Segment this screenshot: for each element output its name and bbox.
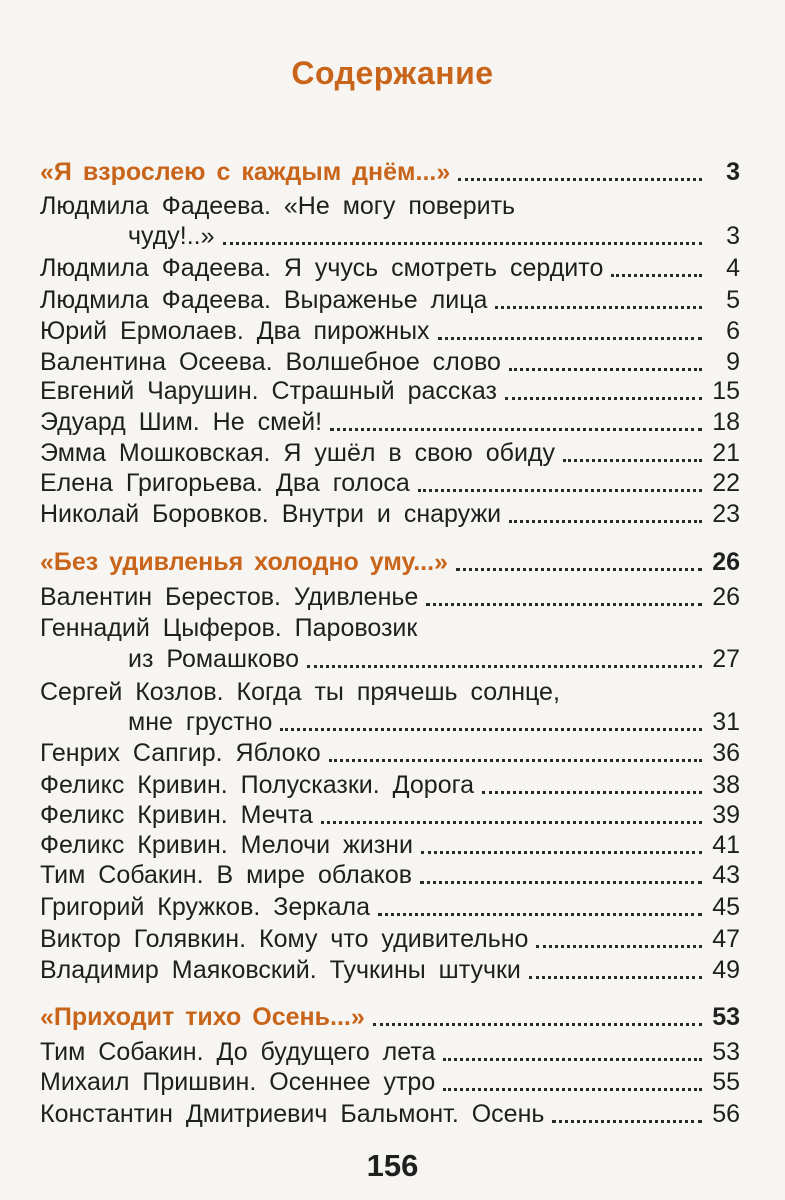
toc-entry-title: Людмила Фадеева. Выраженье лица: [40, 286, 488, 314]
toc-entry-title: Владимир Маяковский. Тучкины штучки: [40, 956, 521, 984]
toc-entry: [40, 314, 740, 348]
toc-entry: [40, 798, 740, 832]
toc-entry-title: Валентин Берестов. Удивленье: [40, 583, 419, 611]
dot-leader: [482, 791, 702, 794]
toc-entry-page: 53: [712, 1038, 740, 1066]
dot-leader: [321, 821, 702, 824]
toc-entry: [40, 858, 740, 892]
toc-entry-page: 49: [712, 956, 740, 984]
toc-entry: [40, 1097, 740, 1131]
section-heading-page: 3: [726, 158, 740, 186]
toc-entry: [40, 890, 740, 924]
toc-entry: [40, 374, 740, 408]
toc-entry-page: 47: [712, 925, 740, 953]
dot-leader: [280, 728, 702, 731]
dot-leader: [373, 1023, 702, 1026]
dot-leader: [536, 945, 702, 948]
toc-entry: [128, 219, 740, 253]
toc-entry-page: 22: [712, 469, 740, 497]
toc-entry-title: Феликс Кривин. Мелочи жизни: [40, 831, 413, 859]
section-heading-title: «Я взрослею с каждым днём...»: [40, 158, 451, 186]
toc-entry-title: Виктор Голявкин. Кому что удивительно: [40, 925, 529, 953]
toc-entry-page: 5: [726, 286, 740, 314]
dot-leader: [563, 459, 702, 462]
toc-entry-title: Валентина Осеева. Волшебное слово: [40, 348, 501, 376]
toc-entry-title: Елена Григорьева. Два голоса: [40, 469, 410, 497]
toc-entry-page: 23: [712, 500, 740, 528]
dot-leader: [378, 913, 702, 916]
section-heading: [40, 155, 740, 189]
toc-entry-title: Феликс Кривин. Полусказки. Дорога: [40, 771, 475, 799]
dot-leader: [443, 1058, 702, 1061]
toc-entry: [40, 736, 740, 770]
toc-entry-page: 21: [712, 439, 740, 467]
toc-entry-page: 31: [712, 708, 740, 736]
toc-entry-title: Евгений Чарушин. Страшный рассказ: [40, 377, 497, 405]
toc-entry-page: 27: [712, 645, 740, 673]
dot-leader: [418, 489, 702, 492]
toc-entry-title: Юрий Ермолаев. Два пирожных: [40, 317, 430, 345]
dot-leader: [509, 520, 702, 523]
toc-entry-title: Михаил Пришвин. Осеннее утро: [40, 1068, 436, 1096]
dot-leader: [529, 976, 702, 979]
toc-entry: [40, 466, 740, 500]
toc-entry: [40, 768, 740, 802]
toc-entry-line: Людмила Фадеева. «Не могу поверить: [40, 192, 516, 220]
dot-leader: [505, 397, 702, 400]
toc-entry-line: Геннадий Цыферов. Паровозик: [40, 614, 418, 642]
toc-entry-page: 9: [726, 348, 740, 376]
toc-entry-page: 56: [712, 1100, 740, 1128]
section-heading: [40, 1000, 740, 1034]
dot-leader: [330, 428, 702, 431]
toc-entry-title: Феликс Кривин. Мечта: [40, 801, 313, 829]
toc-entry: [40, 922, 740, 956]
toc-entry-title: мне грустно: [128, 708, 273, 736]
dot-leader: [438, 337, 702, 340]
dot-leader: [307, 665, 702, 668]
toc-entry-page: 3: [726, 222, 740, 250]
toc-entry-page: 36: [712, 739, 740, 767]
dot-leader: [426, 603, 702, 606]
dot-leader: [495, 306, 702, 309]
toc-entry-title: Тим Собакин. В мире облаков: [40, 861, 412, 889]
toc-entry-page: 55: [712, 1068, 740, 1096]
toc-entry-page: 38: [712, 771, 740, 799]
toc-entry-title: Григорий Кружков. Зеркала: [40, 893, 371, 921]
section-heading-title: «Приходит тихо Осень...»: [40, 1003, 365, 1031]
toc-entry-title: Людмила Фадеева. Я учусь смотреть сердито: [40, 254, 604, 282]
dot-leader: [456, 568, 702, 571]
toc-entry: [40, 251, 740, 285]
toc-entry-page: 26: [712, 583, 740, 611]
toc-entry: [40, 436, 740, 470]
toc-entry-title: из Ромашково: [128, 645, 300, 673]
toc-entry-page: 4: [726, 254, 740, 282]
toc-entry-page: 15: [712, 377, 740, 405]
toc-entry: [40, 953, 740, 987]
dot-leader: [223, 242, 702, 245]
section-heading-title: «Без удивленья холодно уму...»: [40, 548, 448, 576]
toc-entry: [40, 828, 740, 862]
toc-entry: [40, 405, 740, 439]
dot-leader: [552, 1120, 702, 1123]
toc-entry-page: 6: [726, 317, 740, 345]
dot-leader: [509, 368, 702, 371]
toc-entry-title: Эдуард Шим. Не смей!: [40, 408, 323, 436]
page-title: Содержание: [291, 55, 494, 91]
page-number: 156: [366, 1148, 419, 1183]
section-heading: [40, 545, 740, 579]
toc-entry: [40, 580, 740, 614]
toc-entry: [40, 1035, 740, 1069]
toc-entry-page: 45: [712, 893, 740, 921]
toc-entry: [40, 283, 740, 317]
toc-entry: [128, 705, 740, 739]
toc-entry-page: 41: [712, 831, 740, 859]
toc-entry-page: 43: [712, 861, 740, 889]
dot-leader: [420, 881, 702, 884]
dot-leader: [329, 759, 702, 762]
toc-entry: [128, 642, 740, 676]
toc-entry: [40, 497, 740, 531]
dot-leader: [443, 1088, 702, 1091]
toc-entry-title: Генрих Сапгир. Яблоко: [40, 739, 321, 767]
toc-entry-title: Николай Боровков. Внутри и снаружи: [40, 500, 502, 528]
toc-entry-title: Тим Собакин. До будущего лета: [40, 1038, 436, 1066]
section-heading-page: 53: [712, 1003, 740, 1031]
toc-entry-page: 39: [712, 801, 740, 829]
toc-entry-title: Эмма Мошковская. Я ушёл в свою обиду: [40, 439, 556, 467]
dot-leader: [611, 274, 702, 277]
dot-leader: [421, 851, 702, 854]
toc-entry: [40, 1065, 740, 1099]
dot-leader: [458, 178, 702, 181]
toc-entry-page: 18: [712, 408, 740, 436]
toc-entry-title: Константин Дмитриевич Бальмонт. Осень: [40, 1100, 545, 1128]
toc-entry-line: Сергей Козлов. Когда ты прячешь солнце,: [40, 678, 560, 706]
section-heading-page: 26: [712, 548, 740, 576]
toc-entry-title: чуду!..»: [128, 222, 215, 250]
